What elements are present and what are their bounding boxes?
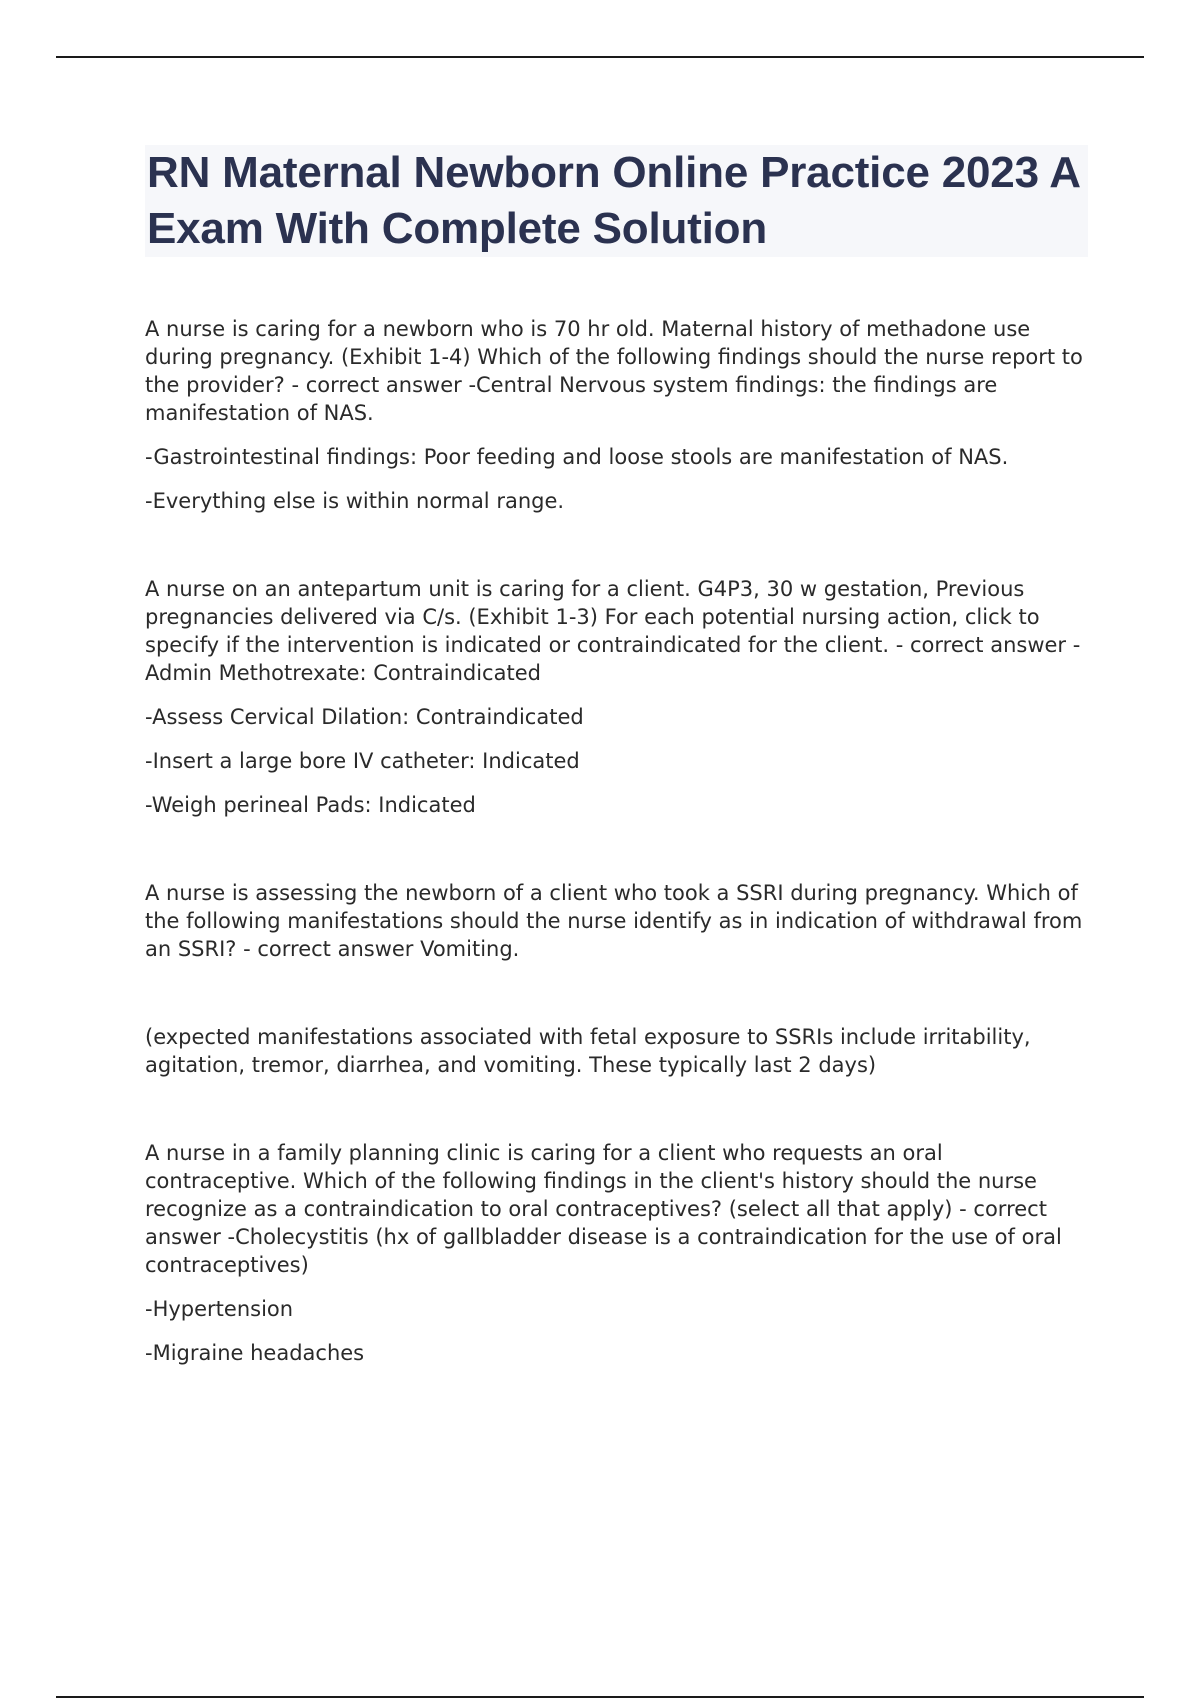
- document-body: [145, 315, 1095, 1383]
- bottom-rule: [56, 1696, 1144, 1698]
- answer-line: -Everything else is within normal range.: [145, 489, 565, 513]
- answer-line: -Weigh perineal Pads: Indicated: [145, 793, 476, 817]
- answer-line: -Migraine headaches: [145, 1341, 365, 1365]
- answer-line: -Assess Cervical Dilation: Contraindicated: [145, 705, 584, 729]
- question-text: A nurse in a family planning clinic is caring for a client who requests an oral contraceptive. Which of the following findings in the client's history should the nurse recognize as a contraindication to oral contraceptives? (select all that apply) - correct answer -Cholecystitis (hx of gallbladder disease is a contraindication for the use of oral contraceptives): [145, 1141, 1062, 1277]
- spacer: [145, 963, 1095, 1023]
- rationale-block: [145, 1023, 1095, 1079]
- spacer: [145, 531, 1095, 575]
- spacer: [145, 1079, 1095, 1139]
- question-block-1: [145, 315, 1095, 515]
- answer-line: -Gastrointestinal findings: Poor feeding and loose stools are manifestation of NAS.: [145, 445, 1009, 469]
- document-title: RN Maternal Newborn Online Practice 2023 A Exam With Complete Solution: [147, 148, 1080, 253]
- question-block-4: [145, 1139, 1095, 1367]
- spacer: [145, 835, 1095, 879]
- answer-line: -Insert a large bore IV catheter: Indicated: [145, 749, 580, 773]
- question-text: A nurse on an antepartum unit is caring for a client. G4P3, 30 w gestation, Previous pregnancies delivered via C/s. (Exhibit 1-3) For each potential nursing action, click to specify if the intervention is indicated or contraindicated for the client. - correct answer -Admin Methotrexate: Contraindicated: [145, 577, 1081, 685]
- question-block-3: [145, 879, 1095, 963]
- question-text: A nurse is caring for a newborn who is 70 hr old. Maternal history of methadone use during pregnancy. (Exhibit 1-4) Which of the following findings should the nurse report to the provider? - correct answer -Central Nervous system findings: the findings are manifestation of NAS.: [145, 317, 1083, 425]
- top-rule: [56, 56, 1144, 58]
- answer-line: -Hypertension: [145, 1297, 294, 1321]
- question-text: A nurse is assessing the newborn of a client who took a SSRI during pregnancy. Which of the following manifestations should the nurse identify as in indication of withdrawal from an SSRI? - correct answer Vomiting.: [145, 881, 1083, 961]
- question-block-2: [145, 575, 1095, 819]
- rationale-text: (expected manifestations associated with fetal exposure to SSRIs include irritability, agitation, tremor, diarrhea, and vomiting. These typically last 2 days): [145, 1025, 1031, 1077]
- title-banner: [145, 145, 1088, 257]
